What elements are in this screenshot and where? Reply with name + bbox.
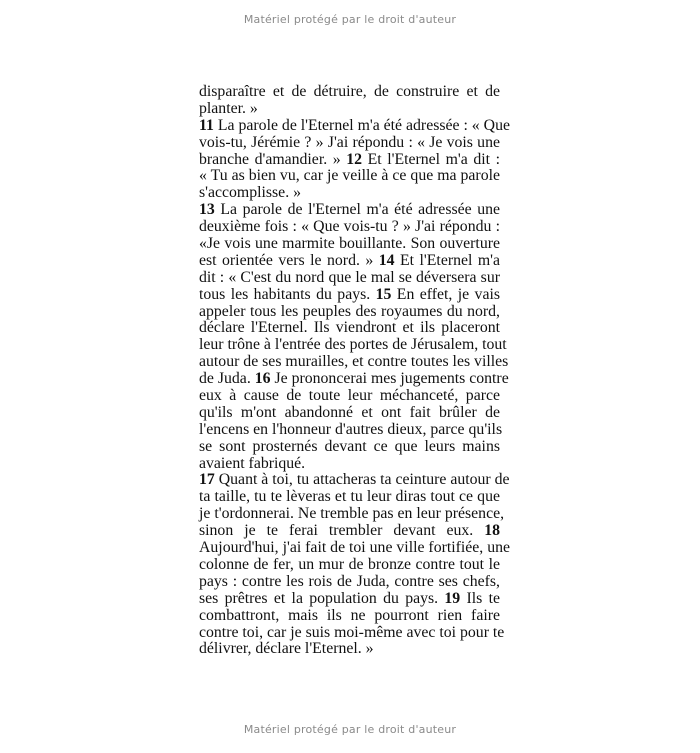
verse-text: déclare l'Eternel. Ils viendront et ils placeront <box>199 319 500 337</box>
verse-text: leur trône à l'entrée des portes de Jérusalem, tout <box>199 336 507 354</box>
verse-text: appeler tous les peuples des royaumes du nord, <box>199 302 500 320</box>
verse-text: s'accomplisse. » <box>199 184 301 202</box>
verse-text: sinon je te ferai trembler devant eux. <box>199 522 485 540</box>
verse-text: planter. » <box>199 99 258 117</box>
verse-text: En effet, je vais <box>391 285 500 303</box>
verse-text: La parole de l'Eternel m'a été adressée une <box>214 201 500 219</box>
verse-text: ses prêtres et la population du pays. <box>199 589 445 607</box>
text-line <box>199 116 510 135</box>
verse-number: 18 <box>484 522 500 540</box>
text-line <box>199 489 500 506</box>
verse-text: de Juda. <box>199 370 255 388</box>
verse-number: 11 <box>199 116 214 134</box>
text-line <box>199 523 500 540</box>
text-line <box>199 253 500 270</box>
text-line <box>199 270 500 287</box>
text-line <box>199 591 500 608</box>
verse-text: est orientée vers le nord. » <box>199 251 379 269</box>
verse-text: pays : contre les rois de Juda, contre ses chefs, <box>199 572 500 590</box>
verse-text: «Je vois une marmite bouillante. Son ouverture <box>199 235 500 253</box>
text-line <box>199 185 500 202</box>
verse-number: 16 <box>254 370 271 388</box>
page-body-text <box>199 83 511 658</box>
verse-text: La parole de l'Eternel m'a été adressée : « Que <box>213 116 510 134</box>
text-line <box>199 219 500 236</box>
verse-number: 14 <box>378 251 395 269</box>
verse-number: 17 <box>199 471 215 489</box>
verse-text: Je prononcerai mes jugements contre <box>270 370 509 388</box>
verse-text: colonne de fer, un mur de bronze contre tout le <box>199 555 500 573</box>
verse-text: eux à cause de toute leur méchanceté, parce <box>199 387 500 405</box>
text-line <box>199 420 503 439</box>
text-line <box>199 608 500 625</box>
text-line <box>199 152 500 169</box>
text-line <box>199 353 509 371</box>
text-line <box>199 641 500 658</box>
verse-text: avaient fabriqué. <box>199 454 306 472</box>
verse-text: ta taille, tu te lèveras et tu leur diras tout ce que <box>199 488 500 506</box>
verse-text: Aujourd'hui, j'ai fait de toi une ville fortifiée, une <box>199 539 511 557</box>
text-line <box>199 623 505 642</box>
text-line <box>199 405 500 422</box>
verse-text: disparaître et de détruire, de construire et de <box>199 83 500 100</box>
verse-text: délivrer, déclare l'Eternel. » <box>199 640 374 658</box>
verse-text: combattront, mais ils ne pourront rien faire <box>199 606 500 624</box>
copyright-watermark-bottom: Matériel protégé par le droit d'auteur <box>243 723 457 736</box>
text-line <box>199 505 505 523</box>
text-line <box>199 287 500 304</box>
verse-text: contre toi, car je suis moi-même avec toi pour te <box>199 623 505 641</box>
verse-text: deuxième fois : « Que vois-tu ? » J'ai répondu : <box>199 218 500 236</box>
verse-text: qu'ils m'ont abandonné et ont fait brûler de <box>199 403 500 421</box>
verse-number: 15 <box>375 285 392 303</box>
verse-number: 12 <box>346 150 363 168</box>
verse-text: autour de ses murailles, et contre toutes les villes <box>199 353 509 371</box>
verse-text: « Tu as bien vu, car je veille à ce que ma parole <box>199 167 500 185</box>
text-line <box>199 168 500 185</box>
verse-text: Quant à toi, tu attacheras ta ceinture autour de <box>214 471 510 489</box>
text-line <box>199 557 500 574</box>
text-line <box>199 202 500 219</box>
text-line <box>199 135 500 152</box>
text-line <box>199 236 500 253</box>
text-line <box>199 320 500 337</box>
verse-text: vois-tu, Jérémie ? » J'ai répondu : « Je vois une <box>199 133 500 151</box>
verse-number: 19 <box>444 589 461 607</box>
verse-text: Ils te <box>460 589 500 607</box>
verse-text: dit : « C'est du nord que le mal se déversera sur <box>199 268 500 286</box>
text-line <box>199 84 500 101</box>
text-line <box>199 336 507 354</box>
verse-text: branche d'amandier. » <box>199 150 347 168</box>
verse-text: l'encens en l'honneur d'autres dieux, parce qu'ils <box>199 420 503 438</box>
verse-text: Et l'Eternel m'a dit : <box>362 150 500 168</box>
copyright-watermark-top: Matériel protégé par le droit d'auteur <box>243 13 457 26</box>
text-line <box>199 574 500 591</box>
verse-text: Et l'Eternel m'a <box>394 251 500 269</box>
text-line <box>199 304 500 321</box>
text-line <box>199 101 500 118</box>
verse-text: je t'ordonnerai. Ne tremble pas en leur présence, <box>199 505 505 523</box>
text-line <box>199 370 509 388</box>
text-line <box>199 471 510 489</box>
verse-text: tous les habitants du pays. <box>199 285 376 303</box>
text-line <box>199 456 500 473</box>
text-line <box>199 539 511 557</box>
verse-number: 13 <box>199 201 215 219</box>
text-line <box>199 439 500 456</box>
text-line <box>199 388 500 405</box>
verse-text: se sont prosternés devant ce que leurs mains <box>199 437 500 455</box>
